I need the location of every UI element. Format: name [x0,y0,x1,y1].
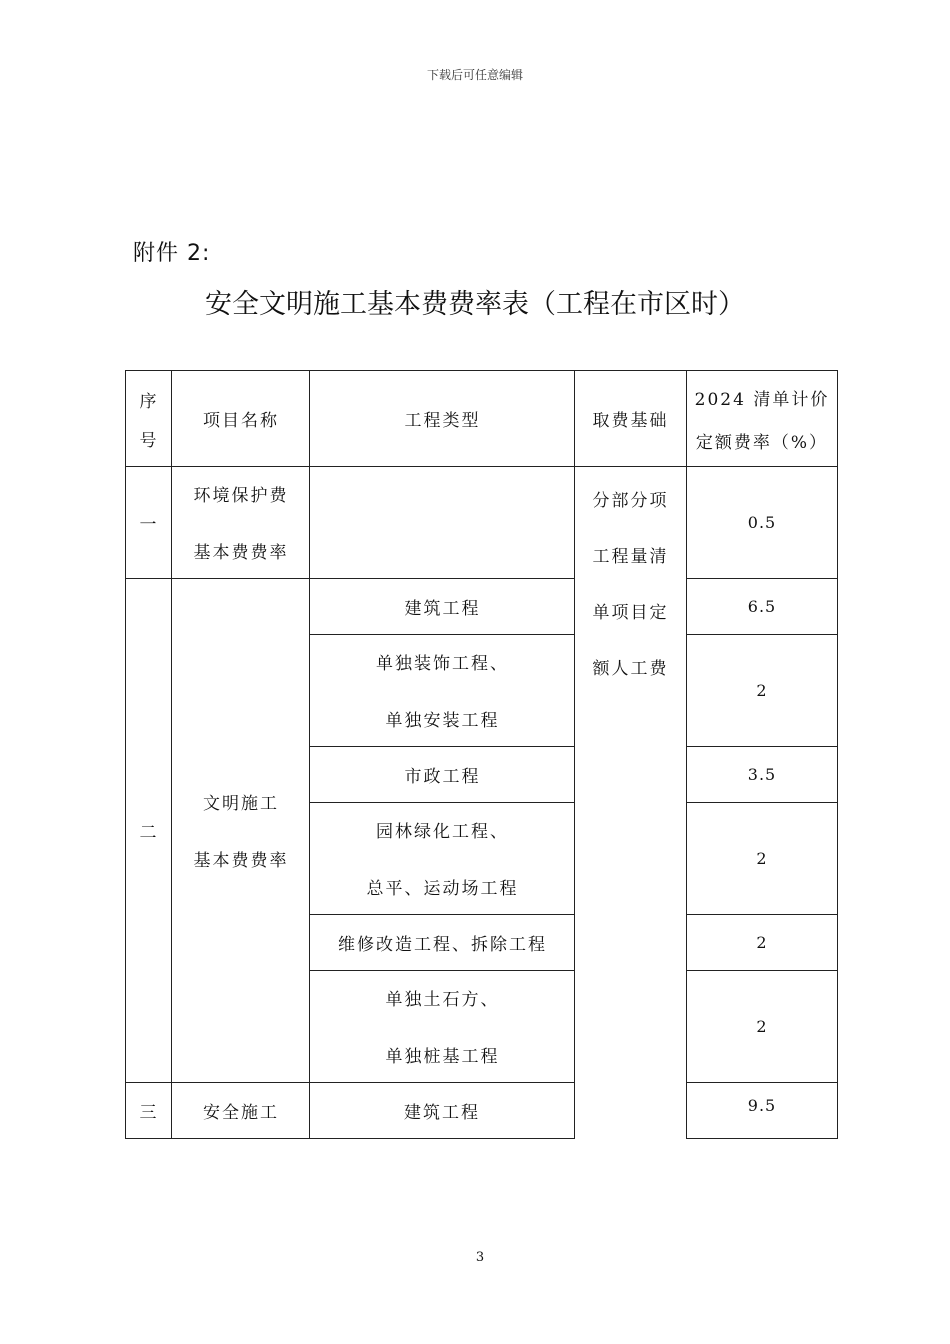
group2-row2-rate [686,634,838,747]
header-fee-basis-text: 取费基础 [592,411,669,431]
header-item-name-text: 项目名称 [203,411,279,431]
group2-row2-type-line2: 单独安装工程 [385,711,500,731]
group2-row3-type-text: 市政工程 [404,766,481,787]
header-rate [686,370,838,467]
group3-type [309,1082,575,1139]
group1-item [171,466,310,579]
group2-row6-rate [686,970,838,1083]
group2-row6-type-line2: 单独桩基工程 [385,1047,500,1067]
group1-rate-text: 0.5 [747,512,777,532]
group2-row4-type-line2: 总平、运动场工程 [366,879,519,899]
header-rate-line1: 2024 清单计价 [694,389,830,410]
attachment-label: 附件 2: [133,241,211,266]
group2-row5-rate-text: 2 [756,932,768,952]
group2-row5-rate [686,914,838,971]
group2-row5-type-text: 维修改造工程、拆除工程 [338,934,547,955]
group1-item-line2: 基本费费率 [193,543,289,563]
header-project-type-text: 工程类型 [404,411,481,431]
header-item-name [171,370,310,467]
fee-basis-line1: 分部分项 [592,491,669,511]
group3-seq-text: 三 [139,1102,159,1123]
group3-seq [125,1082,172,1139]
group2-row6-rate-text: 2 [756,1016,768,1036]
group3-rate-text: 9.5 [747,1096,777,1115]
group1-seq-text: 一 [139,514,159,535]
group2-row1-type [309,578,575,635]
group3-type-text: 建筑工程 [404,1102,480,1123]
group1-item-line1: 环境保护费 [193,486,289,506]
group2-item-line1: 文明施工 [203,794,279,814]
fee-basis-cell [574,466,687,1138]
group2-row1-type-text: 建筑工程 [404,598,481,619]
group2-row2-type-line1: 单独装饰工程、 [376,654,509,674]
group2-row6-type [309,970,575,1083]
group2-row3-rate [686,746,838,803]
header-note: 下载后可任意编辑 [426,68,523,82]
group3-rate [686,1082,838,1139]
group2-row5-type [309,914,575,971]
header-seq-line1: 序 [139,391,159,412]
header-rate-line2: 定额费率（%） [695,432,829,453]
group2-row1-rate [686,578,838,635]
group1-seq [125,466,172,579]
group2-row3-rate-text: 3.5 [747,764,777,784]
header-project-type [309,370,575,467]
header-fee-basis [574,370,687,467]
group2-row6-type-line1: 单独土石方、 [385,990,500,1010]
group2-item [171,578,310,1083]
fee-basis-line2: 工程量清 [592,547,669,567]
group1-type-empty [309,466,575,579]
group2-row4-rate [686,802,838,915]
fee-basis-line4: 额人工费 [592,659,669,679]
group1-rate [686,466,838,579]
group3-item-text: 安全施工 [203,1102,279,1123]
group2-row2-rate-text: 2 [756,680,768,700]
header-seq-line2: 号 [139,430,159,451]
group2-seq-text: 二 [139,822,159,843]
group2-item-line2: 基本费费率 [193,851,289,871]
document-title: 安全文明施工基本费费率表（工程在市区时） [205,289,745,320]
group2-row4-type [309,802,575,915]
group3-item [171,1082,310,1139]
page-number: 3 [475,1250,485,1265]
group2-row2-type [309,634,575,747]
fee-basis-line3: 单项目定 [592,603,669,623]
group2-seq [125,578,172,1083]
group2-row3-type [309,746,575,803]
group2-row4-rate-text: 2 [756,848,768,868]
header-seq [125,370,172,467]
group2-row1-rate-text: 6.5 [747,596,777,616]
group2-row4-type-line1: 园林绿化工程、 [376,822,509,842]
